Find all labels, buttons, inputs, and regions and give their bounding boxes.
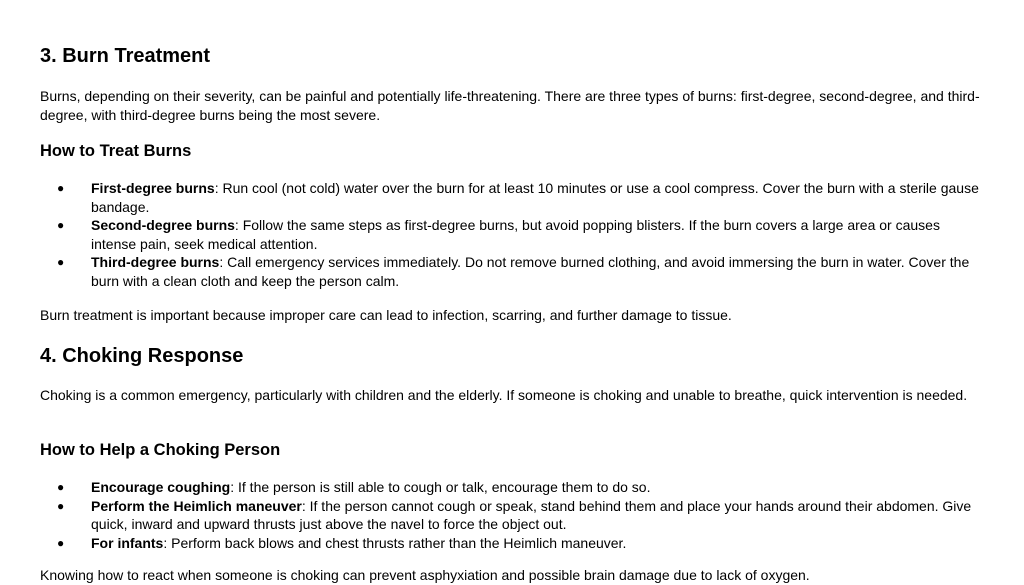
list-item-term: Perform the Heimlich maneuver <box>91 497 302 514</box>
list-item <box>40 534 985 553</box>
bullet-icon: ● <box>57 498 65 513</box>
section-intro-choking-response: Choking is a common emergency, particularly with children and the elderly. If someone is choking and unable to breathe, quick intervention is needed. <box>40 387 968 403</box>
list-item <box>40 253 985 290</box>
list-item-text: : Follow the same steps as first-degree burns, but avoid popping blisters. If the burn covers a large area or causes intense pain, seek medical attention. <box>91 217 940 252</box>
bullet-icon: ● <box>57 255 65 269</box>
list-item <box>40 216 985 253</box>
list-item <box>40 478 985 497</box>
list-item <box>40 497 985 534</box>
list-item <box>40 179 985 216</box>
list-item-term: First-degree burns <box>91 180 215 196</box>
list-item-term: Second-degree burns <box>91 217 235 233</box>
subheading-how-to-help-choking: How to Help a Choking Person <box>40 441 281 459</box>
burn-treatment-list <box>40 179 985 290</box>
list-item-term: Encourage coughing <box>91 479 231 495</box>
section-heading-burn-treatment: 3. Burn Treatment <box>40 45 211 67</box>
bullet-icon: ● <box>57 535 65 550</box>
bullet-icon: ● <box>57 218 65 232</box>
list-item-text: : Call emergency services immediately. Do not remove burned clothing, and avoid immersing the burn in water. Cover the burn with a clean cloth and keep the person calm. <box>91 254 970 289</box>
bullet-icon: ● <box>57 480 65 494</box>
subheading-how-to-treat-burns: How to Treat Burns <box>40 142 192 160</box>
section-closing-choking-response: Knowing how to react when someone is choking can prevent asphyxiation and possible brain damage due to lack of oxygen. <box>40 567 810 583</box>
list-item-text: : If the person is still able to cough or talk, encourage them to do so. <box>230 479 651 495</box>
list-item-term: Third-degree burns <box>91 254 220 270</box>
section-closing-burn-treatment: Burn treatment is important because improper care can lead to infection, scarring, and further damage to tissue. <box>40 307 732 323</box>
list-item-text: : Run cool (not cold) water over the burn for at least 10 minutes or use a cool compress. Cover the burn with a sterile gause bandage. <box>91 180 979 215</box>
section-heading-choking-response: 4. Choking Response <box>40 345 244 367</box>
choking-response-list <box>40 478 985 552</box>
section-intro-burn-treatment: Burns, depending on their severity, can be painful and potentially life-threatening. There are three types of burns: first-degree, second-degree, and third-degree, with third-degree burns being the most severe. <box>40 88 980 123</box>
bullet-icon: ● <box>57 181 65 195</box>
list-item-term: For infants <box>91 534 164 551</box>
list-item-text: : If the person cannot cough or speak, stand behind them and place your hands around their abdomen. Give quick, inward and upward thrusts just above the navel to force the object out. <box>91 497 972 532</box>
list-item-text: : Perform back blows and chest thrusts rather than the Heimlich maneuver. <box>163 534 627 551</box>
